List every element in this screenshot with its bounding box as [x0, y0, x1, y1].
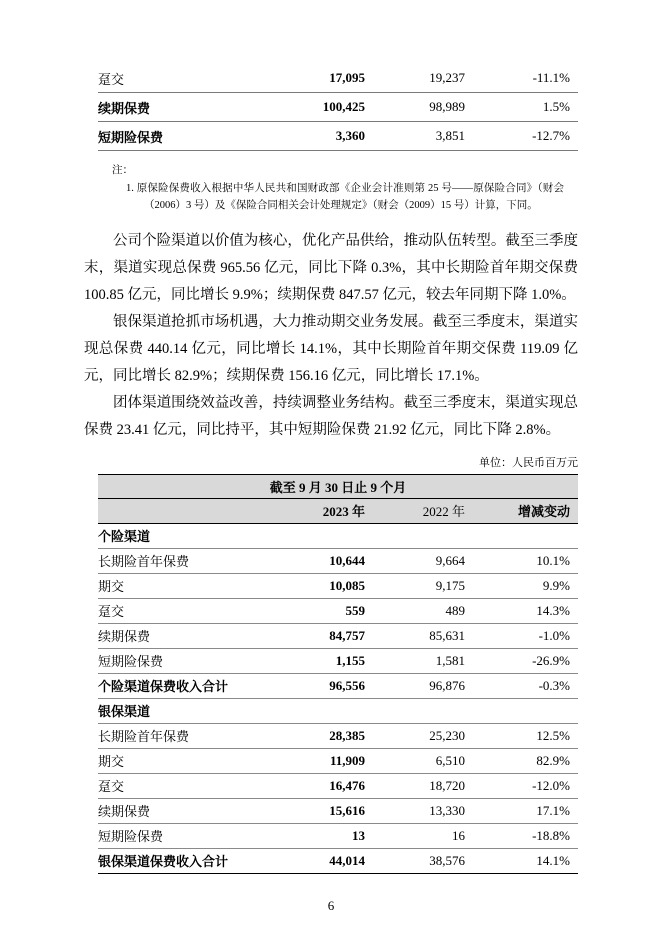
value-2023: 13	[278, 823, 373, 848]
paragraph-group-channel: 团体渠道围绕效益改善，持续调整业务结构。截至三季度末，渠道实现总保费 23.41 亿元，同比持平，其中短期险保费 21.92 亿元，同比下降 2.8%。	[84, 394, 578, 438]
page-number: 6	[327, 898, 335, 913]
value-2023: 15,616	[278, 798, 373, 823]
value-2022	[373, 698, 473, 723]
table-row	[98, 548, 578, 573]
change-value	[473, 523, 578, 548]
value-2023: 1,155	[278, 648, 373, 673]
row-label: 续期保费	[98, 93, 278, 122]
value-2023: 10,644	[278, 548, 373, 573]
premium-table	[98, 474, 578, 874]
column-header-blank	[98, 498, 278, 523]
value-2023: 11,909	[278, 748, 373, 773]
table-columns-row	[98, 498, 578, 523]
row-label: 个险渠道	[98, 523, 278, 548]
value-2023	[278, 698, 373, 723]
change-value: 10.1%	[473, 548, 578, 573]
value-2022: 96,876	[373, 673, 473, 698]
table-row	[98, 523, 578, 548]
change-value	[473, 698, 578, 723]
unit-label: 单位：人民币百万元	[479, 456, 578, 469]
value-2023: 96,556	[278, 673, 373, 698]
change-value: -11.1%	[473, 64, 578, 93]
change-value: 82.9%	[473, 748, 578, 773]
change-value: -26.9%	[473, 648, 578, 673]
paragraph-bancassurance-channel: 银保渠道抢抓市场机遇，大力推动期交业务发展。截至三季度末，渠道实现总保费 440.14 亿元，同比增长 14.1%，其中长期险首年期交保费 119.09 亿元，同比增长 82.9%；续期保费 156.16 亿元，同比增长 17.1%。	[84, 313, 578, 384]
table-row	[98, 93, 578, 122]
table-row	[98, 798, 578, 823]
row-label: 短期险保费	[98, 823, 278, 848]
value-2022: 85,631	[373, 623, 473, 648]
row-label: 趸交	[98, 64, 278, 93]
table-row	[98, 848, 578, 873]
notes-section	[112, 163, 578, 214]
value-2023: 17,095	[278, 64, 373, 93]
row-label: 长期险首年保费	[98, 548, 278, 573]
notes-label: 注：	[112, 165, 133, 176]
table-row	[98, 573, 578, 598]
value-2023: 44,014	[329, 852, 365, 868]
continuation-table	[98, 64, 578, 151]
change-value: 14.3%	[473, 598, 578, 623]
column-header-2022: 2022 年	[373, 498, 473, 523]
value-2023: 16,476	[278, 773, 373, 798]
table-title: 截至 9 月 30 日止 9 个月	[98, 474, 578, 498]
row-label: 趸交	[98, 598, 278, 623]
value-2022: 3,851	[373, 122, 473, 151]
row-label: 短期险保费	[98, 648, 278, 673]
row-label: 长期险首年保费	[98, 723, 278, 748]
value-2022: 1,581	[373, 648, 473, 673]
table-row	[98, 623, 578, 648]
table-row	[98, 773, 578, 798]
change-value: 14.1%	[536, 852, 571, 868]
change-value: 9.9%	[473, 573, 578, 598]
value-2022: 16	[373, 823, 473, 848]
change-value: 12.5%	[473, 723, 578, 748]
table-row	[98, 748, 578, 773]
body-text	[84, 228, 578, 444]
table-row	[98, 598, 578, 623]
value-2023	[278, 523, 373, 548]
paragraph-agency-channel: 公司个险渠道以价值为核心，优化产品供给，推动队伍转型。截至三季度末，渠道实现总保费 965.56 亿元，同比下降 0.3%，其中长期险首年期交保费 100.85 亿元，同比增长 9.9%；续期保费 847.57 亿元，较去年同期下降 1.0%。	[84, 232, 578, 303]
row-label: 期交	[98, 573, 278, 598]
change-value: -18.8%	[473, 823, 578, 848]
row-label: 个险渠道保费收入合计	[98, 673, 278, 698]
value-2022: 6,510	[373, 748, 473, 773]
table-row	[98, 648, 578, 673]
table-row	[98, 698, 578, 723]
value-2022: 9,664	[373, 548, 473, 573]
value-2022: 98,989	[373, 93, 473, 122]
value-2022: 489	[373, 598, 473, 623]
value-2022	[373, 523, 473, 548]
change-value: -1.0%	[473, 623, 578, 648]
value-2023: 28,385	[278, 723, 373, 748]
note-item: 1. 原保险保费收入根据中华人民共和国财政部《企业会计准则第 25 号——原保险合同》（财会（2006）3 号）及《保险合同相关会计处理规定》（财会（2009）15 号）计算，下同。	[126, 183, 564, 211]
row-label: 趸交	[98, 773, 278, 798]
value-2023: 84,757	[278, 623, 373, 648]
change-value: 1.5%	[473, 93, 578, 122]
value-2022: 38,576	[429, 852, 465, 868]
row-label: 续期保费	[98, 798, 278, 823]
table-row	[98, 122, 578, 151]
value-2023: 10,085	[278, 573, 373, 598]
row-label: 短期险保费	[98, 122, 278, 151]
change-value: -12.7%	[473, 122, 578, 151]
column-header-2023: 2023 年	[278, 498, 373, 523]
value-2023: 100,425	[278, 93, 373, 122]
value-2022: 25,230	[373, 723, 473, 748]
table-row	[98, 64, 578, 93]
value-2022: 18,720	[373, 773, 473, 798]
main-table-body	[98, 523, 578, 873]
row-label: 期交	[98, 748, 278, 773]
value-2023: 3,360	[278, 122, 373, 151]
row-label: 银保渠道	[98, 698, 278, 723]
table-title-row	[98, 474, 578, 498]
top-table-body	[98, 64, 578, 151]
premium-table-header	[98, 474, 578, 523]
change-value: -12.0%	[473, 773, 578, 798]
table-row	[98, 723, 578, 748]
row-label: 银保渠道保费收入合计	[98, 854, 229, 870]
change-value: 17.1%	[473, 798, 578, 823]
column-header-change: 增减变动	[473, 498, 578, 523]
row-label: 续期保费	[98, 623, 278, 648]
value-2023: 559	[278, 598, 373, 623]
value-2022: 9,175	[373, 573, 473, 598]
change-value: -0.3%	[473, 673, 578, 698]
value-2022: 19,237	[373, 64, 473, 93]
table-row	[98, 673, 578, 698]
value-2022: 13,330	[373, 798, 473, 823]
table-row	[98, 823, 578, 848]
